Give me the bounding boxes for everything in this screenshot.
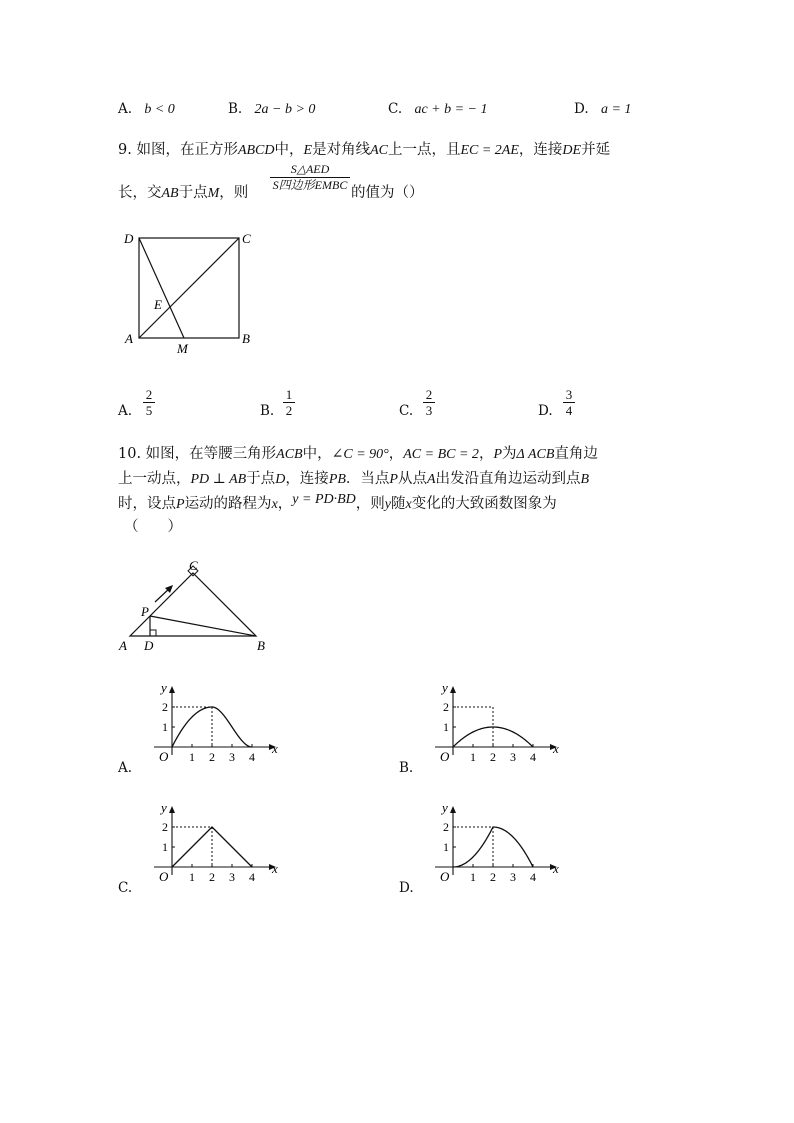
q10-answer-blank: （ ）: [124, 519, 182, 535]
q9-line-2-left: [118, 181, 248, 202]
fraction-denominator: 2: [285, 403, 293, 418]
q9-option-b-fraction: [283, 388, 295, 417]
option-label: B.: [399, 760, 414, 776]
option-label: C.: [388, 101, 403, 117]
y-tick-label: 1: [443, 720, 449, 734]
text: ，则: [219, 185, 249, 201]
math: D: [275, 472, 286, 487]
y-axis-label: y: [442, 800, 448, 815]
text: 变化的大致函数图象为: [411, 496, 557, 512]
q9-area-ratio-fraction: [270, 163, 350, 192]
y-axis-arrow: [450, 686, 456, 693]
fraction-numerator: S△AED: [290, 162, 330, 176]
diagonal-ac: [139, 238, 239, 338]
math: P: [389, 472, 398, 487]
x-tick-label: 3: [510, 870, 516, 884]
x-tick-label: 4: [530, 870, 536, 884]
label-e: E: [154, 297, 162, 312]
x-tick-label: 1: [189, 870, 195, 884]
q10-graph-c: [148, 800, 283, 895]
text: 并延: [581, 142, 611, 158]
option-label: C.: [399, 403, 414, 419]
text: 中，: [302, 446, 332, 462]
q10-option-c[interactable]: [118, 880, 132, 896]
label-a: A: [119, 638, 127, 653]
math: A: [426, 472, 436, 487]
q10-line-1: [118, 442, 598, 463]
q10-graph-a: [148, 680, 283, 775]
math: y = PD·BD: [292, 492, 356, 507]
q10-option-b[interactable]: [399, 760, 413, 776]
fraction-denominator: S四边形EMBC: [272, 178, 348, 192]
label-c: C: [242, 231, 251, 246]
math: x: [405, 497, 412, 512]
text: 出发沿直角边运动到点: [435, 471, 581, 487]
q9-option-c[interactable]: [399, 403, 413, 419]
origin-label: O: [159, 869, 169, 884]
q8-option-a[interactable]: [118, 101, 175, 118]
x-axis-label: x: [553, 861, 559, 876]
q8-option-b[interactable]: [228, 101, 315, 118]
y-axis-arrow: [450, 806, 456, 813]
math: PD ⊥ AB: [190, 472, 247, 487]
label-p: P: [141, 604, 149, 619]
option-label: C.: [118, 880, 133, 896]
q9-line-1: [118, 138, 610, 159]
q9-option-b[interactable]: [260, 403, 274, 419]
origin-label: O: [159, 749, 169, 764]
math: AC = BC = 2: [403, 447, 479, 462]
text: 时，设点: [118, 496, 176, 512]
x-tick-label: 3: [510, 750, 516, 764]
x-tick-label: 1: [470, 750, 476, 764]
q10-triangle-figure: [115, 560, 275, 660]
label-c: C: [189, 560, 198, 573]
fraction-numerator: 2: [145, 387, 153, 402]
math: AB: [161, 186, 179, 201]
math: DE: [562, 143, 582, 158]
q9-option-a[interactable]: [118, 403, 132, 419]
q9-option-d[interactable]: [538, 403, 553, 419]
math: M: [207, 186, 220, 201]
x-tick-label: 2: [490, 870, 496, 884]
q9-line-2-right: 的值为（）: [351, 185, 424, 201]
fraction-denominator: 3: [425, 403, 433, 418]
text: ，: [478, 446, 494, 462]
label-a: A: [125, 331, 133, 346]
option-label: D.: [399, 880, 414, 896]
q10-graph-d: [429, 800, 564, 895]
math: ACB: [276, 447, 303, 462]
q10-graph-b: [429, 680, 564, 775]
text: 于点: [246, 471, 276, 487]
text: 随: [391, 496, 406, 512]
x-tick-label: 3: [229, 750, 235, 764]
q9-option-c-fraction: [423, 388, 435, 417]
math: PB: [328, 472, 346, 487]
y-axis-label: y: [161, 680, 167, 695]
text: 9. 如图，在正方形: [118, 142, 238, 158]
x-tick-label: 2: [490, 750, 496, 764]
right-angle-mark-d: [150, 630, 156, 636]
text: ，: [277, 496, 293, 512]
y-axis-label: y: [161, 800, 167, 815]
text: 上一点，且: [387, 142, 461, 158]
y-axis-label: y: [442, 680, 448, 695]
x-tick-label: 4: [530, 750, 536, 764]
math: AC: [370, 143, 388, 158]
text: 为: [502, 446, 517, 462]
option-label: A.: [118, 403, 133, 419]
q9-square-figure: [118, 225, 268, 360]
math: E: [303, 143, 313, 158]
label-d: D: [124, 231, 134, 246]
math: y: [384, 497, 391, 512]
q8-option-d[interactable]: [574, 101, 631, 118]
x-tick-label: 1: [470, 870, 476, 884]
text: ，连接: [285, 471, 329, 487]
x-tick-label: 1: [189, 750, 195, 764]
option-expr: ac + b = − 1: [414, 102, 488, 117]
q9-option-d-fraction: [563, 388, 575, 417]
text: 于点: [178, 185, 208, 201]
x-tick-label: 4: [249, 750, 255, 764]
option-label: B.: [260, 403, 275, 419]
text: 是对角线: [312, 142, 371, 158]
option-label: A.: [118, 760, 133, 776]
text: 长，交: [118, 185, 162, 201]
math: ABCD: [237, 143, 275, 158]
x-tick-label: 2: [209, 870, 215, 884]
origin-label: O: [440, 749, 450, 764]
fraction-numerator: 1: [285, 387, 293, 402]
text: ，连接: [518, 142, 563, 158]
label-b: B: [242, 331, 250, 346]
y-tick-label: 2: [443, 700, 449, 714]
segment-dm: [139, 238, 184, 338]
math: B: [580, 472, 590, 487]
text: 10. 如图，在等腰三角形: [118, 446, 277, 462]
x-axis-label: x: [553, 741, 559, 756]
math: P: [493, 447, 502, 462]
q10-line-2: [118, 467, 589, 488]
option-expr: b < 0: [144, 102, 175, 117]
x-tick-label: 2: [209, 750, 215, 764]
y-tick-label: 2: [443, 820, 449, 834]
math: ∠C = 90°: [331, 447, 389, 462]
fraction-denominator: 4: [565, 403, 573, 418]
math: P: [176, 497, 185, 512]
segment-pb: [150, 616, 256, 636]
x-axis-label: x: [272, 861, 278, 876]
y-tick-label: 2: [162, 820, 168, 834]
text: 上一动点，: [118, 471, 191, 487]
text: ，: [388, 446, 404, 462]
y-tick-label: 2: [162, 700, 168, 714]
option-label: D.: [574, 101, 589, 117]
text: 从点: [397, 471, 427, 487]
q10-option-d[interactable]: [399, 880, 414, 896]
x-tick-label: 3: [229, 870, 235, 884]
option-label: A.: [118, 101, 133, 117]
q10-option-a[interactable]: [118, 760, 132, 776]
text: 中，: [274, 142, 304, 158]
label-b: B: [257, 638, 265, 653]
label-m: M: [177, 341, 188, 356]
fraction-denominator: 5: [145, 403, 153, 418]
option-label: B.: [228, 101, 243, 117]
fraction-numerator: 2: [425, 387, 433, 402]
y-axis-arrow: [169, 806, 175, 813]
x-axis-label: x: [272, 741, 278, 756]
x-tick-label: 4: [249, 870, 255, 884]
text: 直角边: [554, 446, 598, 462]
label-d: D: [144, 638, 154, 653]
text: 运动的路程为: [184, 496, 272, 512]
fraction-numerator: 3: [565, 387, 573, 402]
y-axis-arrow: [169, 686, 175, 693]
q9-option-a-fraction: [143, 388, 155, 417]
q8-option-c[interactable]: [388, 101, 488, 118]
y-tick-label: 1: [162, 840, 168, 854]
y-tick-label: 1: [162, 720, 168, 734]
origin-label: O: [440, 869, 450, 884]
option-expr: 2a − b > 0: [254, 102, 316, 117]
text: ，则: [355, 496, 385, 512]
y-tick-label: 1: [443, 840, 449, 854]
text: ．当点: [345, 471, 390, 487]
option-label: D.: [538, 403, 553, 419]
math: EC = 2AE: [460, 143, 519, 158]
math: x: [271, 497, 278, 512]
option-expr: a = 1: [600, 102, 632, 117]
math: Δ ACB: [516, 447, 555, 462]
q10-line-3: [118, 492, 557, 513]
